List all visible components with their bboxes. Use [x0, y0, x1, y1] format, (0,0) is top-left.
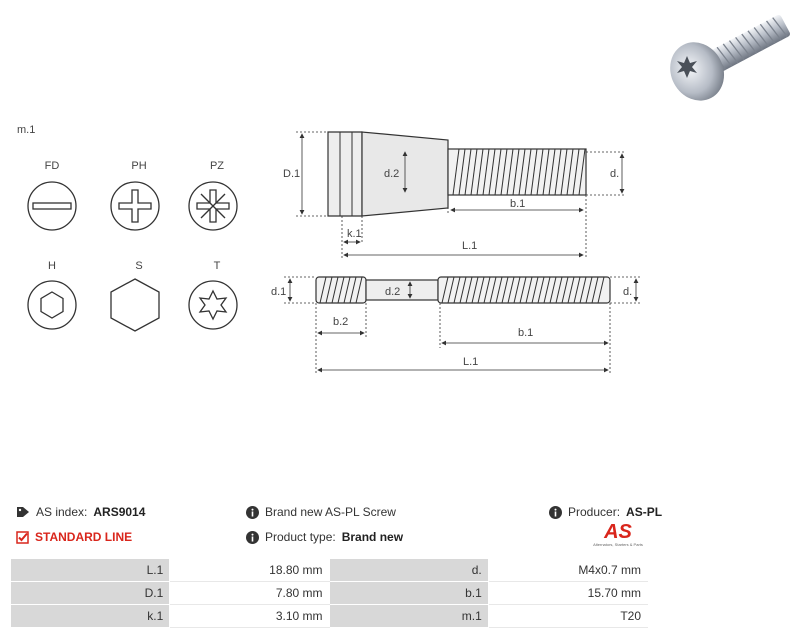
info-icon	[246, 506, 259, 519]
countersunk-screw	[296, 132, 626, 258]
spec-key: d.	[329, 559, 488, 582]
pozidriv-icon	[189, 182, 237, 230]
m1-label: m.1	[17, 124, 36, 136]
table-row	[11, 582, 648, 605]
as-index	[16, 505, 145, 519]
phillips-icon	[111, 182, 159, 230]
dim-label-bolt-b2: b.2	[333, 316, 349, 328]
standard-line-text: STANDARD LINE	[35, 530, 133, 544]
table-row	[11, 559, 648, 582]
standard-line-badge	[16, 530, 132, 544]
torx-icon	[189, 281, 237, 329]
logo-tagline: Alternators, Starters & Parts	[593, 542, 643, 547]
hex-socket-icon	[28, 281, 76, 329]
dim-label-d: d.	[610, 168, 620, 180]
spec-key: D.1	[11, 582, 170, 605]
dim-label-d2: d.2	[384, 168, 400, 180]
dim-label-D1: D.1	[283, 168, 301, 180]
tags-icon	[16, 506, 30, 518]
description-text: Brand new AS-PL Screw	[265, 505, 396, 519]
spec-value: 3.10 mm	[170, 605, 329, 628]
spec-value: T20	[488, 605, 647, 628]
drive-label-t: T	[213, 260, 221, 272]
dim-label-b1: b.1	[510, 198, 526, 210]
as-index-label: AS index:	[36, 505, 88, 519]
spec-value: 18.80 mm	[170, 559, 329, 582]
product-type-value: Brand new	[341, 530, 404, 544]
producer-label: Producer:	[568, 505, 621, 519]
specs-table	[10, 558, 648, 628]
dim-label-L1: L.1	[462, 240, 478, 252]
spec-value: M4x0.7 mm	[488, 559, 647, 582]
drive-label-fd: FD	[44, 160, 60, 172]
info-icon	[246, 531, 259, 544]
dim-label-bolt-b1: b.1	[518, 327, 534, 339]
drive-icons	[0, 0, 270, 345]
dimension-drawing	[270, 120, 650, 380]
spec-key: k.1	[11, 605, 170, 628]
drive-label-ph: PH	[131, 160, 147, 172]
description	[246, 505, 396, 519]
spec-value: 7.80 mm	[170, 582, 329, 605]
as-index-value: ARS9014	[93, 505, 146, 519]
dim-label-bolt-d2: d.2	[385, 286, 401, 298]
checkbox-checked-icon	[16, 531, 29, 544]
drive-label-s: S	[135, 260, 143, 272]
spec-key: b.1	[329, 582, 488, 605]
producer	[549, 505, 662, 519]
dim-label-bolt-d1: d.1	[271, 286, 287, 298]
spec-value: 15.70 mm	[488, 582, 647, 605]
drive-label-pz: PZ	[209, 160, 225, 172]
spec-key: m.1	[329, 605, 488, 628]
product-type-label: Product type:	[265, 530, 336, 544]
spec-key: L.1	[11, 559, 170, 582]
hex-head-icon	[111, 279, 159, 331]
product-photo	[655, 5, 800, 105]
logo-mark: AS	[604, 521, 632, 543]
table-row	[11, 605, 648, 628]
drive-label-h: H	[48, 260, 56, 272]
info-icon	[549, 506, 562, 519]
dim-label-bolt-d: d.	[623, 286, 633, 298]
dim-label-bolt-L1: L.1	[463, 356, 479, 368]
producer-logo	[586, 522, 650, 547]
product-type	[246, 530, 403, 544]
producer-value: AS-PL	[626, 505, 663, 519]
dim-label-k1: k.1	[347, 228, 362, 240]
flat-slot-icon	[28, 182, 76, 230]
